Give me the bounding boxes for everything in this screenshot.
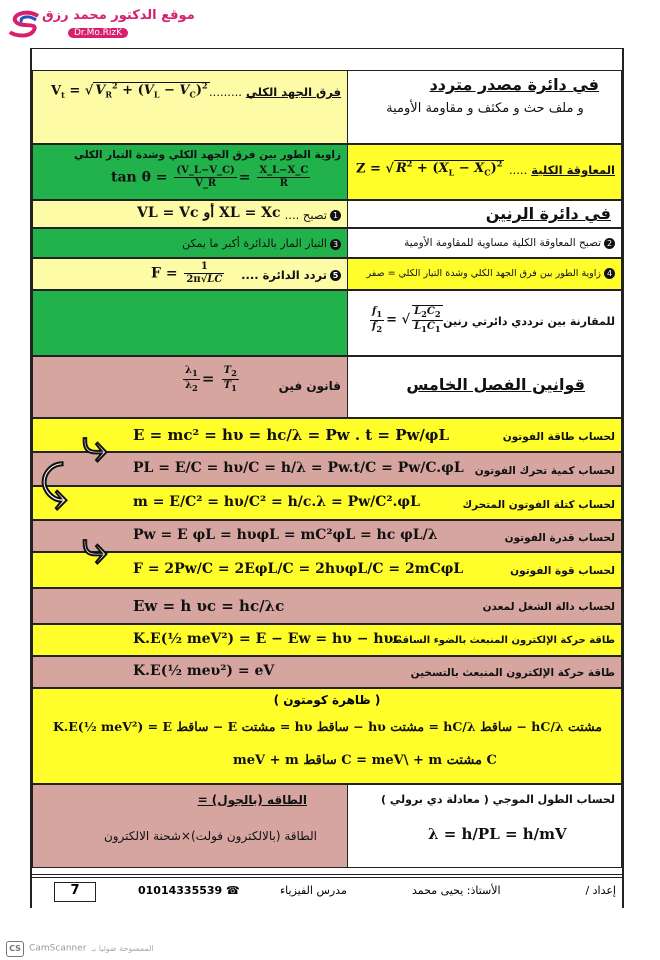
phase-cell <box>33 145 348 199</box>
wien-label: قانون فين <box>278 379 341 393</box>
z-label: المعاوقة الكلية ..... <box>508 163 615 177</box>
res4-text: 4زاوية الطور بين فرق الجهد الكلي وشدة التيار الكلي = صفر <box>366 268 615 279</box>
logo-title: موقع الدكتور محمد رزق <box>42 8 195 23</box>
compare-empty-cell <box>33 291 348 355</box>
law-equation: F = 2Pw/C = 2EφL/C = 2hυφL/C = 2mCφL <box>133 561 464 577</box>
phase-label: زاوية الطور بين فرق الجهد الكلي وشدة التيار الكلي <box>73 149 341 161</box>
law-row <box>32 520 622 552</box>
rlc-title-cell <box>348 71 621 143</box>
curved-arrow-icon: ⤷ <box>82 418 108 472</box>
law-row <box>32 624 622 656</box>
debroglie-title: لحساب الطول الموجي ( معادلة دي برولي ) <box>381 793 615 806</box>
law-equation: K.E(½ meυ²) = eV <box>133 663 275 679</box>
energy-equation: الطاقة (بالالكترون فولت)×شحنة الالكترون <box>103 829 317 843</box>
footer <box>32 880 622 904</box>
law-label: لحساب طاقة الفوتون <box>502 431 615 443</box>
law-label: لحساب قدرة الفوتون <box>504 532 615 544</box>
wien-equation: $\frac{\lambda_1}{\lambda_2}$ = $\frac{T_2}{T_1}$ <box>185 365 237 393</box>
top-border <box>30 48 624 70</box>
footer-rule <box>32 874 622 878</box>
res1-text: 1تصبح .... <box>285 208 341 222</box>
freq-label: 5تردد الدائرة .... <box>241 268 341 282</box>
compare-equation: $\frac{f_1}{f_2}$ = √ $\frac{L_2C_2}{L_1C_1}$ <box>372 305 441 334</box>
res2-text: 2تصبح المعاوقة الكلية مساوية للمقاومة الأومية <box>404 237 615 249</box>
ch5-title: قوانين الفصل الخامس <box>406 375 585 394</box>
res4-cell <box>348 259 621 289</box>
debroglie-cell <box>348 785 621 867</box>
vt-equation: $V_t$ = √ $V_R^2 + (V_L - V_C)^2$ <box>51 81 208 100</box>
compton-equation-2: meV + m ساقط C = meV\ + m مشتت C <box>233 753 497 768</box>
law-row <box>32 656 622 688</box>
camscanner-icon: CS <box>6 941 24 957</box>
wien-cell <box>33 357 348 417</box>
side-frame-left <box>30 48 32 908</box>
scanner-note: الممسوحة ضوئيا بـ <box>91 944 154 953</box>
resonance-row-2 <box>32 228 622 258</box>
vt-cell <box>33 71 348 143</box>
side-frame-right <box>622 48 624 908</box>
law-row <box>32 452 622 486</box>
res3-cell <box>33 229 348 257</box>
rlc-row <box>32 70 622 144</box>
rlc-subtitle: و ملف حث و مكثف و مقاومة الأومية <box>386 101 584 116</box>
debroglie-equation: λ = h/PL = h/mV <box>428 825 567 843</box>
energy-cell <box>33 785 348 867</box>
law-label: طاقة حركة الإلكترون المنبعث بالتسخين <box>410 667 615 679</box>
law-label: طاقة حركة الإلكترون المنبعث بالضوء الساقط <box>391 635 615 646</box>
law-equation: PL = E/C = hυ/C = h/λ = Pw.t/C = Pw/C.φL <box>133 460 464 476</box>
resonance-title: في دائرة الرنين <box>485 204 611 223</box>
wien-row <box>32 356 622 418</box>
curved-arrow-icon: ⤷ <box>82 520 108 574</box>
law-row <box>32 588 622 624</box>
compare-cell <box>348 291 621 355</box>
compare-row <box>32 290 622 356</box>
site-logo <box>8 6 195 46</box>
compare-label: للمقارنة بين ترددي دائرتي رنين <box>443 315 615 328</box>
logo-swoosh-icon <box>8 10 42 40</box>
res1-equation: VL = Vc أو XL = Xc <box>137 205 281 221</box>
footer-teacher: الأستاذ: يحيى محمد <box>412 884 501 897</box>
law-row <box>32 552 622 588</box>
res1-cell <box>33 201 348 227</box>
law-equation: Pw = E φL = hυφL = mC²φL = hc φL/λ <box>133 527 438 543</box>
phase-equation: tan θ = $\frac{(V\_L-V\_C)}{V\_R}$ = $\frac{X\_L-X\_C}{R}$ <box>111 165 309 189</box>
energy-title: الطاقه (بالجول) = <box>197 793 307 807</box>
bottom-row <box>32 784 622 868</box>
logo-subtitle: Dr.Mo.RizK <box>68 28 128 38</box>
curved-arrow-icon: ⤹ <box>40 456 68 510</box>
footer-phone: 01014335539 ☎ <box>138 884 240 897</box>
res2-cell <box>348 229 621 257</box>
law-label: لحساب كتلة الفوتون المتحرك <box>462 499 615 511</box>
resonance-title-cell <box>348 201 621 227</box>
compton-title: ( ظاهرة كومتون ) <box>273 693 381 707</box>
law-equation: m = E/C² = hυ/C² = h/c.λ = Pw/C².φL <box>133 494 420 510</box>
footer-subject: مدرس الفيزياء <box>280 884 347 897</box>
scanner-badge <box>6 938 154 956</box>
law-label: لحساب قوة الفوتون <box>510 565 615 577</box>
scanner-brand: CamScanner <box>29 943 87 954</box>
z-equation: Z = √ $R^2 + (X_L - X_C)^2$ <box>356 159 503 178</box>
law-equation: K.E(½ meV²) = E − Ew = hυ − hυc <box>133 631 402 647</box>
rlc-title: في دائرة مصدر متردد <box>429 75 599 94</box>
z-cell <box>348 145 621 199</box>
freq-cell <box>33 259 348 289</box>
law-label: لحساب دالة الشغل لمعدن <box>482 601 615 613</box>
freq-equation: F = $\frac{1}{2\pi√LC}$ <box>151 261 223 285</box>
resonance-row-1 <box>32 200 622 228</box>
page-number: 7 <box>54 882 96 902</box>
phone-icon: ☎ <box>226 884 240 897</box>
ch5-title-cell <box>348 357 621 417</box>
resonance-row-3 <box>32 258 622 290</box>
law-equation: Ew = h υc = hc/λc <box>133 597 285 615</box>
phase-z-row <box>32 144 622 200</box>
law-row <box>32 418 622 452</box>
compton-equation-1: K.E(½ meV²) = E ساقط − E مشتت = hυ ساقط − hυ مشتت = hC/λ ساقط − hC/λ مشتت <box>53 719 602 734</box>
law-row <box>32 486 622 520</box>
footer-prepared: إعداد / <box>585 884 616 897</box>
res3-text: 3التيار المار بالدائرة أكبر ما يمكن <box>182 237 341 250</box>
law-equation: E = mc² = hυ = hc/λ = Pw . t = Pw/φL <box>133 426 449 444</box>
compton-row <box>32 688 622 784</box>
law-label: لحساب كمية تحرك الفوتون <box>474 465 615 477</box>
vt-label: فرق الجهد الكلي ......... <box>209 85 341 99</box>
